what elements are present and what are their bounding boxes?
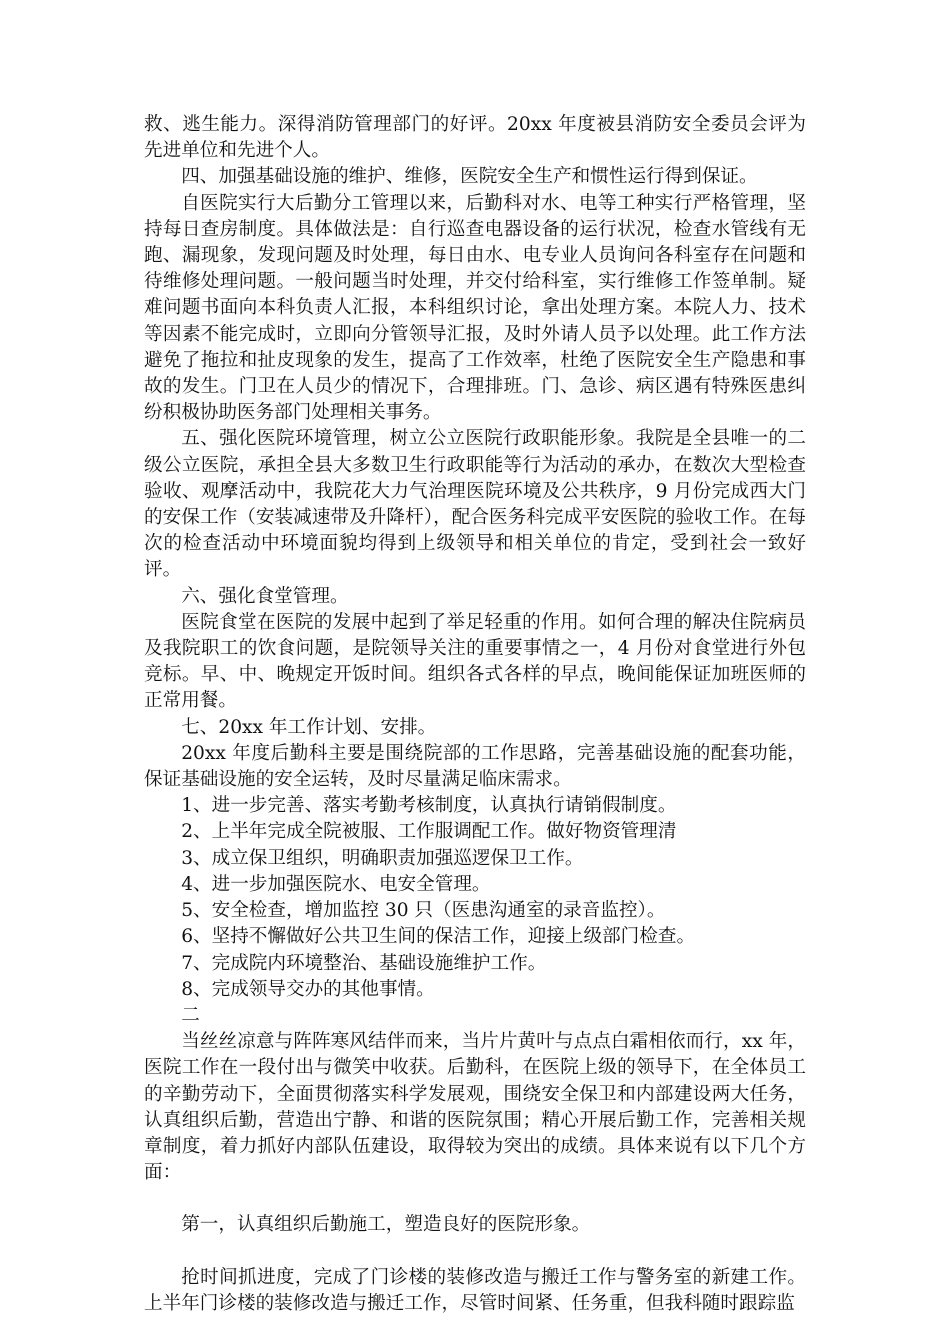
list-item-plan-3: 3、成立保卫组织，明确职责加强巡逻保卫工作。 [181,847,584,869]
list-item-plan-5: 5、安全检查，增加监控 30 只（医患沟通室的录音监控）。 [181,900,666,922]
list-item-plan-1: 1、进一步完善、落实考勤考核制度，认真执行请销假制度。 [181,795,677,817]
list-item-plan-4: 4、进一步加强医院水、电安全管理。 [181,873,491,895]
paragraph-summary-intro: 当丝丝凉意与阵阵寒风结伴而来，当片片黄叶与点点白霜相依而行，xx 年，医院工作在一段付出与微笑中收获。后勤科，在医院上级的领导下，在全体员工的辛勤劳动下，全面贯彻落实科学发展观，围绕安全保卫和内部建设两大任务，认真组织后勤，营造出宁静、和谐的医院氛围；精心开展后勤工作，完善相关规章制度，着力抓好内部队伍建设，取得较为突出的成绩。具体来说有以下几个方面： [144,1031,806,1184]
list-item-plan-2: 2、上半年完成全院被服、工作服调配工作。做好物资管理清 [181,821,677,843]
paragraph-maintenance: 自医院实行大后勤分工管理以来，后勤科对水、电等工种实行严格管理，坚持每日查房制度。具体做法是：自行巡查电器设备的运行状况，检查水管线有无跑、漏现象，发现问题及时处理，每日由水、电专业人员询问各科室存在问题和待维修处理问题。一般问题当时处理，并交付给科室，实行维修工作签单制。疑难问题书面向本科负责人汇报，本科组织讨论，拿出处理方案。本院人力、技术等因素不能完成时，立即向分管领导汇报，及时外请人员予以处理。此工作方法避免了拖拉和扯皮现象的发生，提高了工作效率，杜绝了医院安全生产隐患和事故的发生。门卫在人员少的情况下，合理排班。门、急诊、病区遇有特殊医患纠纷积极协助医务部门处理相关事务。 [144,192,806,424]
paragraph-plan-intro: 20xx 年度后勤科主要是围绕院部的工作思路，完善基础设施的配套功能，保证基础设施的安全运转，及时尽量满足临床需求。 [144,742,806,791]
paragraph-outpatient-renovation: 抢时间抓进度，完成了门诊楼的装修改造与搬迁工作与警务室的新建工作。上半年门诊楼的装修改造与搬迁工作，尽管时间紧、任务重，但我科随时跟踪监 [144,1266,806,1314]
list-item-plan-6: 6、坚持不懈做好公共卫生间的保洁工作，迎接上级部门检查。 [181,926,696,948]
list-item-plan-7: 7、完成院内环境整治、基础设施维护工作。 [181,952,547,974]
heading-section-seven: 七、20xx 年工作计划、安排。 [181,716,437,738]
document-body [144,112,806,1317]
paragraph-fire-safety-continuation: 救、逃生能力。深得消防管理部门的好评。20xx 年度被县消防安全委员会评为先进单位和先进个人。 [144,114,806,162]
paragraph-environment-management: 五、强化医院环境管理，树立公立医院行政职能形象。我院是全县唯一的二级公立医院，承担全县大多数卫生行政职能等行为活动的承办，在数次大型检查验收、观摩活动中，我院花大力气治理医院环境及公共秩序，9 月份完成西大门的安保工作（安装减速带及升降杆），配合医务科完成平安医院的验收工作。在每次的检查活动中环境面貌均得到上级领导和相关单位的肯定，受到社会一致好评。 [144,428,806,581]
paragraph-canteen: 医院食堂在医院的发展中起到了举足轻重的作用。如何合理的解决住院病员及我院职工的饮食问题，是院领导关注的重要事情之一，4 月份对食堂进行外包竞标。早、中、晚规定开饭时间。组织各式各样的早点，晚间能保证加班医师的正常用餐。 [144,611,806,712]
heading-section-four: 四、加强基础设施的维护、维修，医院安全生产和惯性运行得到保证。 [181,166,758,188]
list-item-plan-8: 8、完成领导交办的其他事情。 [181,978,435,1000]
heading-point-one: 第一，认真组织后勤施工，塑造良好的医院形象。 [181,1214,591,1236]
heading-section-six: 六、强化食堂管理。 [181,585,349,607]
section-marker-two: 二 [181,1004,200,1026]
